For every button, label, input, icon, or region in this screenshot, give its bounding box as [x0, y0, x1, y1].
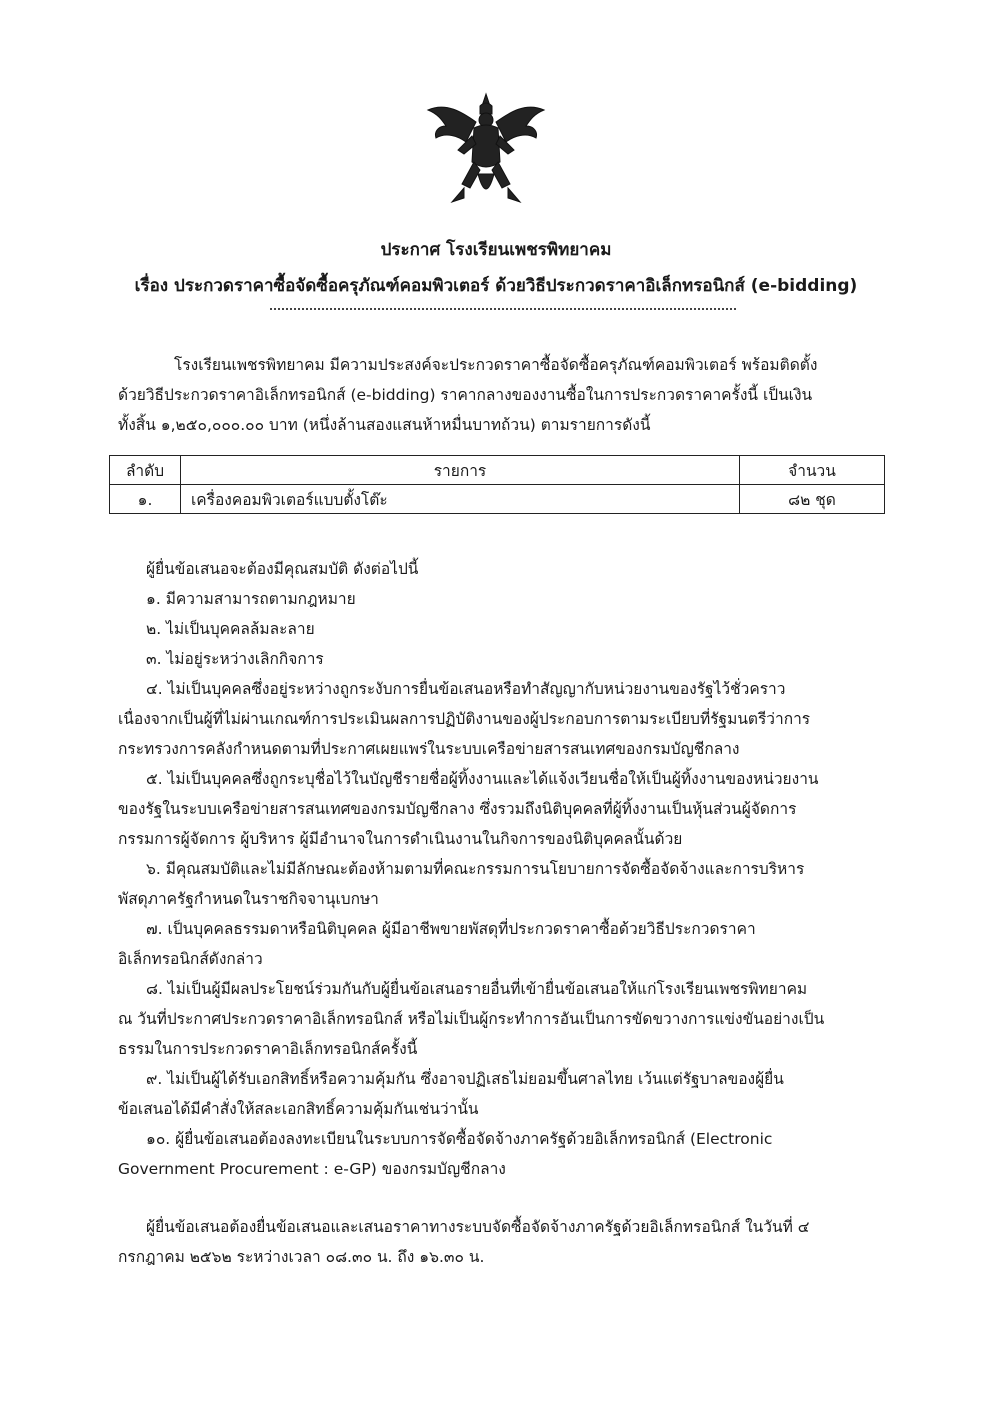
- qualification-line: ๒. ไม่เป็นบุคคลล้มละลาย: [146, 620, 315, 638]
- intro-line: โรงเรียนเพชรพิทยาคม มีความประสงค์จะประกวดราคาซื้อจัดซื้อครุภัณฑ์คอมพิวเตอร์ พร้อมติดตั้ง: [174, 356, 818, 374]
- qualification-line: ๗. เป็นบุคคลธรรมดาหรือนิติบุคคล ผู้มีอาชีพขายพัสดุที่ประกวดราคาซื้อด้วยวิธีประกวดราคา: [146, 920, 756, 938]
- qualification-line: เนื่องจากเป็นผู้ที่ไม่ผ่านเกณฑ์การประเมินผลการปฏิบัติงานของผู้ประกอบการตามระเบียบที่รัฐมนตรีว่าการ: [118, 710, 811, 728]
- intro-paragraph: [118, 350, 878, 440]
- qualification-line: ณ วันที่ประกาศประกวดราคาอิเล็กทรอนิกส์ หรือไม่เป็นผู้กระทำการอันเป็นการขัดขวางการแข่งขันอย่างเป็น: [118, 1010, 825, 1028]
- intro-line: ทั้งสิ้น ๑,๒๕๐,๐๐๐.๐๐ บาท (หนึ่งล้านสองแสนห้าหมื่นบาทถ้วน) ตามรายการดังนี้: [118, 416, 651, 434]
- qualification-line: ๓. ไม่อยู่ระหว่างเลิกกิจการ: [146, 650, 324, 668]
- header-no: ลำดับ: [110, 456, 181, 485]
- table-header-row: [110, 456, 885, 485]
- header-qty: จำนวน: [740, 456, 885, 485]
- qualification-line: ๔. ไม่เป็นบุคคลซึ่งอยู่ระหว่างถูกระงับการยื่นข้อเสนอหรือทำสัญญากับหน่วยงานของรัฐไว้ชั่วคราว: [146, 680, 786, 698]
- cell-qty: ๘๒ ชุด: [740, 485, 885, 514]
- qualification-line: Government Procurement : e-GP) ของกรมบัญชีกลาง: [118, 1160, 506, 1178]
- closing-line: ผู้ยื่นข้อเสนอต้องยื่นข้อเสนอและเสนอราคาทางระบบจัดซื้อจัดจ้างภาครัฐด้วยอิเล็กทรอนิกส์ ในวันที่ ๔: [146, 1218, 810, 1236]
- qualification-line: ๕. ไม่เป็นบุคคลซึ่งถูกระบุชื่อไว้ในบัญชีรายชื่อผู้ทิ้งงานและได้แจ้งเวียนชื่อให้เป็นผู้ทิ้งงานของหน่วยงาน: [146, 770, 819, 788]
- dotted-divider: [270, 308, 736, 310]
- qualification-line: พัสดุภาครัฐกำหนดในราชกิจจานุเบกษา: [118, 890, 379, 908]
- qualification-line: ๑๐. ผู้ยื่นข้อเสนอต้องลงทะเบียนในระบบการจัดซื้อจัดจ้างภาครัฐด้วยอิเล็กทรอนิกส์ (Electronic: [146, 1130, 773, 1148]
- garuda-emblem-icon: [424, 92, 548, 210]
- qualifications-heading: ผู้ยื่นข้อเสนอจะต้องมีคุณสมบัติ ดังต่อไปนี้: [146, 560, 419, 578]
- qualification-line: ๑. มีความสามารถตามกฎหมาย: [146, 590, 356, 608]
- qualification-line: ๙. ไม่เป็นผู้ได้รับเอกสิทธิ์หรือความคุ้มกัน ซึ่งอาจปฏิเสธไม่ยอมขึ้นศาลไทย เว้นแต่รัฐบาลของผู้ยื่น: [146, 1070, 784, 1088]
- header-item: รายการ: [181, 456, 740, 485]
- qualification-line: ของรัฐในระบบเครือข่ายสารสนเทศของกรมบัญชีกลาง ซึ่งรวมถึงนิติบุคคลที่ผู้ทิ้งงานเป็นหุ้นส่วนผู้จัดการ: [118, 800, 797, 818]
- items-table: [109, 455, 885, 514]
- qualification-line: กรรมการผู้จัดการ ผู้บริหาร ผู้มีอำนาจในการดำเนินงานในกิจการของนิติบุคคลนั้นด้วย: [118, 830, 683, 848]
- qualification-line: ธรรมในการประกวดราคาอิเล็กทรอนิกส์ครั้งนี้: [118, 1040, 418, 1058]
- cell-no: ๑.: [110, 485, 181, 514]
- closing-line: กรกฎาคม ๒๕๖๒ ระหว่างเวลา ๐๘.๓๐ น. ถึง ๑๖.๓๐ น.: [118, 1248, 485, 1266]
- qualification-line: ข้อเสนอได้มีคำสั่งให้สละเอกสิทธิ์ความคุ้มกันเช่นว่านั้น: [118, 1100, 479, 1118]
- qualification-line: ๘. ไม่เป็นผู้มีผลประโยชน์ร่วมกันกับผู้ยื่นข้อเสนอรายอื่นที่เข้ายื่นข้อเสนอให้แก่โรงเรียนเพชรพิทยาคม: [146, 980, 808, 998]
- intro-line: ด้วยวิธีประกวดราคาอิเล็กทรอนิกส์ (e-bidding) ราคากลางของงานซื้อในการประกวดราคาครั้งนี้ เป็นเงิน: [118, 386, 813, 404]
- announcement-subject: เรื่อง ประกวดราคาซื้อจัดซื้อครุภัณฑ์คอมพิวเตอร์ ด้วยวิธีประกวดราคาอิเล็กทรอนิกส์ (e-bidding): [134, 276, 858, 296]
- table-row: [110, 485, 885, 514]
- qualification-line: อิเล็กทรอนิกส์ดังกล่าว: [118, 950, 263, 968]
- cell-item: เครื่องคอมพิวเตอร์แบบตั้งโต๊ะ: [181, 485, 740, 514]
- qualification-line: ๖. มีคุณสมบัติและไม่มีลักษณะต้องห้ามตามที่คณะกรรมการนโยบายการจัดซื้อจัดจ้างและการบริหาร: [146, 860, 805, 878]
- qualification-line: กระทรวงการคลังกำหนดตามที่ประกาศเผยแพร่ในระบบเครือข่ายสารสนเทศของกรมบัญชีกลาง: [118, 740, 740, 758]
- announcement-title: ประกาศ โรงเรียนเพชรพิทยาคม: [380, 240, 612, 260]
- qualifications-section: [118, 554, 898, 1184]
- closing-paragraph: [118, 1212, 888, 1272]
